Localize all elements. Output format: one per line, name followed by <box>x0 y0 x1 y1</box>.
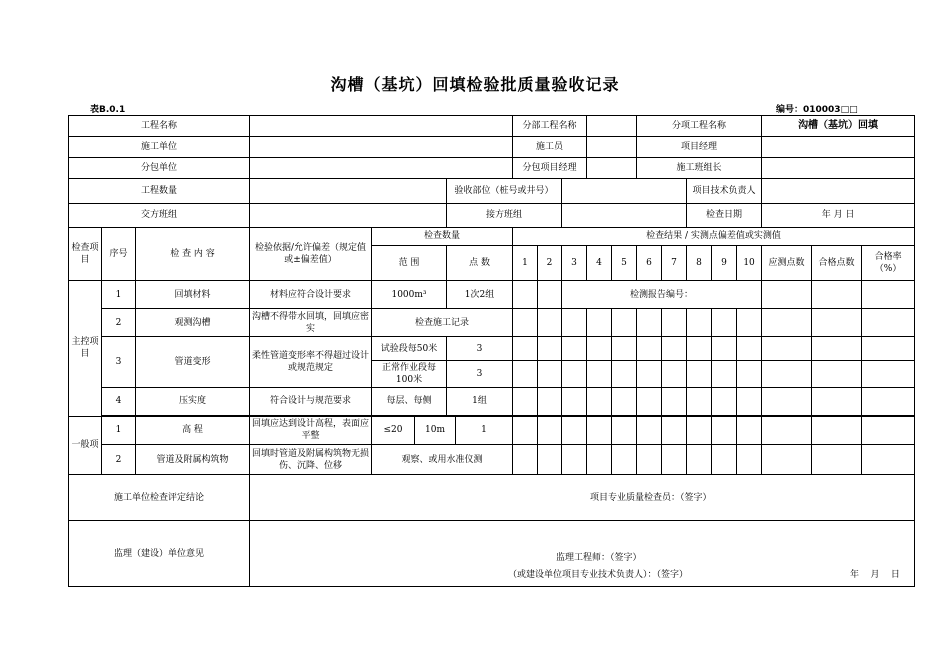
result-cell[interactable] <box>662 337 687 361</box>
item-project-value: 沟槽（基坑）回填 <box>762 116 915 137</box>
row-seq: 1 <box>102 416 136 444</box>
result-cell[interactable] <box>662 387 687 415</box>
num-header: 8 <box>687 245 712 280</box>
result-cell[interactable] <box>662 416 687 444</box>
result-cell[interactable] <box>662 309 687 337</box>
supervisor-opinion-label: 监理（建设）单位意见 <box>69 521 250 587</box>
num-header: 3 <box>562 245 587 280</box>
row-content: 管道变形 <box>136 337 250 387</box>
qualified-cell[interactable] <box>812 337 862 361</box>
sub-pm-label: 分包项目经理 <box>513 158 587 179</box>
result-cell[interactable] <box>637 444 662 474</box>
row-seq: 4 <box>102 387 136 415</box>
result-cell[interactable] <box>538 280 562 308</box>
qualified-cell[interactable] <box>812 416 862 444</box>
result-cell[interactable] <box>687 387 712 415</box>
result-cell[interactable] <box>637 387 662 415</box>
owner-signature[interactable]: （或建设单位项目专业技术负责人）：（签字） <box>508 570 689 580</box>
constructor-value[interactable] <box>587 137 637 158</box>
result-cell[interactable] <box>587 387 612 415</box>
row-points: 1次2组 <box>447 280 513 308</box>
sub-project-value[interactable] <box>587 116 637 137</box>
row-basis: 材料应符合设计要求 <box>250 280 372 308</box>
measured-cell[interactable] <box>762 387 812 415</box>
row-content: 管道及附属构筑物 <box>136 444 250 474</box>
result-cell[interactable] <box>562 337 587 361</box>
row-points: 3 <box>447 337 513 361</box>
result-cell[interactable] <box>687 416 712 444</box>
result-cell[interactable] <box>737 444 762 474</box>
result-cell[interactable] <box>513 387 538 415</box>
basis-col-header: 检验依据/允许偏差（规定值或±偏差值） <box>250 227 372 280</box>
row-basis: 沟槽不得带水回填，回填应密实 <box>252 311 369 334</box>
qualified-cell[interactable] <box>812 444 862 474</box>
result-cell[interactable] <box>612 309 637 337</box>
rate-cell[interactable] <box>862 280 915 308</box>
result-cell[interactable] <box>637 361 662 387</box>
result-cell[interactable] <box>513 416 538 444</box>
rate-cell[interactable] <box>862 444 915 474</box>
result-cell[interactable] <box>587 337 612 361</box>
constructor-label: 施工员 <box>513 137 587 158</box>
sign-date[interactable]: 年 月 日 <box>850 570 900 580</box>
qualified-cell[interactable] <box>812 361 862 387</box>
result-cell[interactable] <box>712 309 737 337</box>
sub-project-label: 分部工程名称 <box>513 116 587 137</box>
measured-cell[interactable] <box>762 416 812 444</box>
result-cell[interactable] <box>562 361 587 387</box>
num-header: 4 <box>587 245 612 280</box>
row-basis: 回填应达到设计高程，表面应平整 <box>252 419 369 442</box>
content-col-header: 检 查 内 容 <box>136 227 250 280</box>
result-cell[interactable] <box>612 337 637 361</box>
pm-label: 项目经理 <box>637 137 762 158</box>
check-date-value[interactable]: 年 月 日 <box>762 203 915 227</box>
qualified-cell[interactable] <box>812 387 862 415</box>
result-cell[interactable] <box>662 361 687 387</box>
receiving-team-label: 接方班组 <box>447 203 562 227</box>
row-range: 10m <box>415 417 456 444</box>
project-name-value[interactable] <box>250 116 513 137</box>
project-name-label: 工程名称 <box>69 116 250 137</box>
rate-cell[interactable] <box>862 416 915 444</box>
num-header: 5 <box>612 245 637 280</box>
result-cell[interactable] <box>662 444 687 474</box>
result-cell[interactable] <box>513 280 538 308</box>
qualified-cell[interactable] <box>812 309 862 337</box>
row-content: 压实度 <box>136 387 250 415</box>
result-cell[interactable] <box>637 337 662 361</box>
measured-cell[interactable] <box>762 280 812 308</box>
result-cell[interactable] <box>513 337 538 361</box>
contractor-conclusion-label: 施工单位检查评定结论 <box>69 475 250 521</box>
result-cell[interactable] <box>612 361 637 387</box>
elevation-range-table <box>372 417 512 444</box>
row-basis: 符合设计与规范要求 <box>250 387 372 415</box>
row-points: 3 <box>447 361 513 387</box>
rate-cell[interactable] <box>862 361 915 387</box>
result-cell[interactable] <box>513 309 538 337</box>
main-control-group-label: 主控项目 <box>69 280 102 416</box>
result-cell[interactable] <box>538 444 562 474</box>
points-header: 点 数 <box>447 245 513 280</box>
result-cell[interactable] <box>712 361 737 387</box>
result-cell[interactable] <box>538 309 562 337</box>
result-cell[interactable] <box>562 387 587 415</box>
num-header: 6 <box>637 245 662 280</box>
result-cell[interactable] <box>687 444 712 474</box>
subcontractor-value[interactable] <box>250 158 513 179</box>
form-number: 表B.0.1 <box>90 105 126 115</box>
result-cell[interactable] <box>562 444 587 474</box>
row-range: 每层、每侧 <box>372 387 447 415</box>
subcontractor-label: 分包单位 <box>69 158 250 179</box>
result-cell[interactable] <box>737 309 762 337</box>
item-project-label: 分项工程名称 <box>637 116 762 137</box>
row-seq: 1 <box>102 280 136 308</box>
num-header: 7 <box>662 245 687 280</box>
result-cell[interactable] <box>562 416 587 444</box>
result-cell[interactable] <box>562 309 587 337</box>
item-col-header: 检查项目 <box>69 227 102 280</box>
row-qty: 观察、或用水准仪测 <box>372 444 513 474</box>
measured-cell[interactable] <box>762 309 812 337</box>
result-cell[interactable] <box>587 361 612 387</box>
measured-cell[interactable] <box>762 337 812 361</box>
tech-lead-value[interactable] <box>762 179 915 203</box>
result-cell[interactable] <box>612 416 637 444</box>
receiving-team-value[interactable] <box>562 203 687 227</box>
result-cell[interactable] <box>712 387 737 415</box>
result-cell[interactable] <box>513 444 538 474</box>
num-header: 1 <box>513 245 538 280</box>
result-note: 检测报告编号： <box>562 280 762 308</box>
result-cell[interactable] <box>737 387 762 415</box>
pm-value[interactable] <box>762 137 915 158</box>
result-cell[interactable] <box>538 337 562 361</box>
result-cell[interactable] <box>737 416 762 444</box>
result-cell[interactable] <box>587 416 612 444</box>
row-seq: 2 <box>102 444 136 474</box>
engineer-signature[interactable]: 监理工程师：（签字） <box>556 553 642 563</box>
row-range: 试验段每50米 <box>372 337 447 361</box>
acceptance-part-label: 验收部位（桩号或井号） <box>447 179 562 203</box>
result-cell[interactable] <box>637 416 662 444</box>
rate-cell[interactable] <box>862 337 915 361</box>
qualified-header: 合格点数 <box>812 245 862 280</box>
general-group-label: 一般项 <box>69 416 102 474</box>
row-range: 1000m³ <box>372 280 447 308</box>
quantity-label: 工程数量 <box>69 179 250 203</box>
page-title: 沟槽（基坑）回填检验批质量验收记录 <box>330 75 620 94</box>
result-cell[interactable] <box>737 337 762 361</box>
check-date-label: 检查日期 <box>687 203 762 227</box>
result-cell[interactable] <box>587 444 612 474</box>
qualified-cell[interactable] <box>812 280 862 308</box>
result-cell[interactable] <box>538 387 562 415</box>
measured-header: 应测点数 <box>762 245 812 280</box>
range-header: 范 围 <box>372 245 447 280</box>
row-content: 回填材料 <box>136 280 250 308</box>
handover-team-label: 交方班组 <box>69 203 250 227</box>
row-tolerance: ≤20 <box>372 417 415 444</box>
num-header: 9 <box>712 245 737 280</box>
result-cell[interactable] <box>513 361 538 387</box>
num-header: 2 <box>538 245 562 280</box>
result-cell[interactable] <box>538 416 562 444</box>
result-cell[interactable] <box>737 361 762 387</box>
row-points: 1 <box>481 425 487 436</box>
result-cell[interactable] <box>712 416 737 444</box>
measured-cell[interactable] <box>762 361 812 387</box>
row-qty: 检查施工记录 <box>372 309 513 337</box>
row-seq: 3 <box>102 337 136 387</box>
rate-cell[interactable] <box>862 387 915 415</box>
serial-number: 编号：010003□□ <box>776 105 858 115</box>
contractor-value[interactable] <box>250 137 513 158</box>
result-cell[interactable] <box>712 444 737 474</box>
inspector-signature[interactable]: 项目专业质量检查员：（签字） <box>250 475 915 521</box>
result-cell[interactable] <box>587 309 612 337</box>
result-cell[interactable] <box>637 309 662 337</box>
supervisor-signature-area <box>250 522 914 586</box>
row-range: 正常作业段每100米 <box>381 363 436 386</box>
measured-cell[interactable] <box>762 444 812 474</box>
row-content: 观测沟槽 <box>136 309 250 337</box>
row-basis: 回填时管道及附属构筑物无损伤、沉降、位移 <box>252 448 369 471</box>
results-header: 检查结果 / 实测点偏差值或实测值 <box>513 227 915 245</box>
result-cell[interactable] <box>687 337 712 361</box>
check-qty-header: 检查数量 <box>372 227 513 245</box>
sub-pm-value[interactable] <box>587 158 637 179</box>
result-cell[interactable] <box>612 387 637 415</box>
quantity-value[interactable] <box>250 179 447 203</box>
inspection-table <box>68 115 915 587</box>
tech-lead-label: 项目技术负责人 <box>687 179 762 203</box>
num-header: 10 <box>737 245 762 280</box>
row-points: 1组 <box>447 387 513 415</box>
result-cell[interactable] <box>687 361 712 387</box>
seq-col-header: 序号 <box>102 227 136 280</box>
result-cell[interactable] <box>687 309 712 337</box>
row-content: 高 程 <box>136 416 250 444</box>
result-cell[interactable] <box>712 337 737 361</box>
acceptance-part-value[interactable] <box>562 179 687 203</box>
result-cell[interactable] <box>612 444 637 474</box>
row-basis: 柔性管道变形率不得超过设计或规范规定 <box>250 337 372 387</box>
team-leader-value[interactable] <box>762 158 915 179</box>
contractor-label: 施工单位 <box>69 137 250 158</box>
handover-team-value[interactable] <box>250 203 447 227</box>
row-seq: 2 <box>102 309 136 337</box>
rate-cell[interactable] <box>862 309 915 337</box>
result-cell[interactable] <box>538 361 562 387</box>
rate-header: 合格率（%） <box>862 245 915 280</box>
team-leader-label: 施工班组长 <box>637 158 762 179</box>
